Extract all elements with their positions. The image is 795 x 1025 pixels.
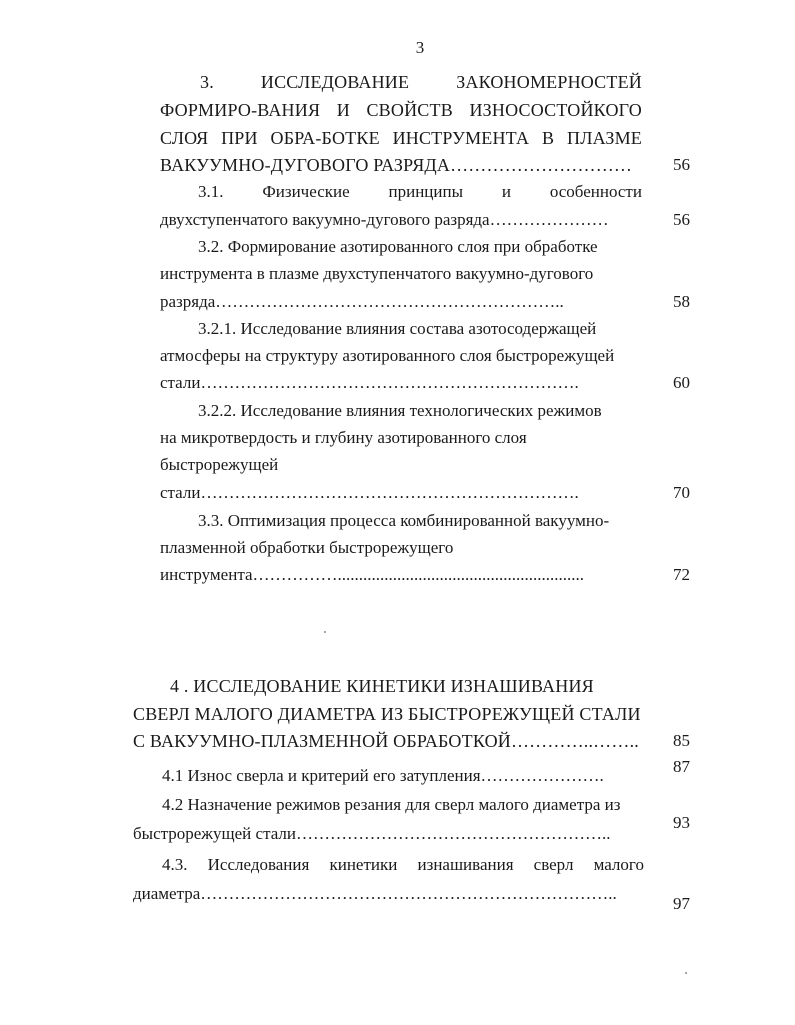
toc-3-2-2-page: 70 [673,483,690,502]
toc-3-2-1-line2: атмосферы на структуру азотированного слоя быстрорежущей [160,346,615,365]
toc-3-2-1-line1: 3.2.1. Исследование влияния состава азотосодержащей [198,319,597,338]
toc-3-1-line2: двухступенчатого вакуумно-дугового разряда………………… [160,210,609,229]
toc-3-1-w2: Физические [262,182,350,201]
toc-4-2-line2: быстрорежущей стали……………………………………………….. [133,824,611,843]
toc-3-2-2-line3: быстрорежущей [160,455,279,474]
toc-4-3-w5: сверл [533,855,574,874]
toc-4-3-w6: малого [593,855,644,874]
scan-speck [324,631,326,633]
toc-3-2-1-page: 60 [673,373,690,392]
toc-4-1-line1: 4.1 Износ сверла и критерий его затупления…………………. [162,766,604,785]
toc-3-line2: ФОРМИРО-ВАНИЯ И СВОЙСТВ ИЗНОСОСТОЙКОГО [160,100,642,120]
toc-3-2-line3: разряда…………………………………………………….. [160,292,564,311]
toc-3-1-w3: принципы [388,182,464,201]
toc-3-line3: СЛОЯ ПРИ ОБРА-БОТКЕ ИНСТРУМЕНТА В ПЛАЗМЕ [160,128,642,148]
toc-3-1-w5: особенности [549,182,642,201]
toc-3-2-line1: 3.2. Формирование азотированного слоя при обработке [198,237,598,256]
toc-3-2-2-line2: на микротвердость и глубину азотированного слоя [160,428,527,447]
toc-3-3-line2: плазменной обработки быстрорежущего [160,538,454,557]
toc-4-line2: СВЕРЛ МАЛОГО ДИАМЕТРА ИЗ БЫСТРОРЕЖУЩЕЙ СТАЛИ [133,704,641,724]
toc-3-3-page: 72 [673,565,690,584]
toc-3-line4: ВАКУУМНО-ДУГОВОГО РАЗРЯДА………………………… [160,155,633,175]
toc-3-1-line1 [198,180,642,204]
toc-3-1-page: 56 [673,210,690,229]
toc-4-3-line2: диаметра……………………………………………………………….. [133,884,617,903]
toc-4-3-w2: Исследования [207,855,310,874]
toc-3-line1 [200,70,642,94]
toc-3-2-2-line4: стали…………………………………………………………. [160,483,579,502]
toc-4-3-line1 [162,853,644,877]
toc-4-3-w1: 4.3. [162,855,188,874]
toc-3-number: 3. [200,72,214,92]
page-number: 3 [415,38,425,57]
toc-3-2-2-line1: 3.2.2. Исследование влияния технологических режимов [198,401,602,420]
toc-3-3-line1: 3.3. Оптимизация процесса комбинированной вакуумно- [198,511,610,530]
toc-4-line1: 4 . ИССЛЕДОВАНИЕ КИНЕТИКИ ИЗНАШИВАНИЯ [170,676,594,696]
toc-3-2-page: 58 [673,292,690,311]
toc-4-page: 85 [673,731,690,750]
toc-3-2-line2: инструмента в плазме двухступенчатого вакуумно-дугового [160,264,594,283]
toc-3-page: 56 [673,155,690,174]
toc-3-1-w1: 3.1. [198,182,224,201]
toc-4-2-line1: 4.2 Назначение режимов резания для сверл малого диаметра из [162,795,621,814]
toc-4-2-page: 93 [673,813,690,832]
scan-speck [685,972,687,974]
toc-4-3-page: 97 [673,894,690,913]
toc-4-3-w3: кинетики [329,855,398,874]
toc-3-word1: ИССЛЕДОВАНИЕ [260,72,410,92]
toc-3-1-w4: и [501,182,511,201]
toc-3-3-line3: инструмента…………….......................................................... [160,565,585,584]
toc-3-2-1-line3: стали…………………………………………………………. [160,373,579,392]
toc-4-1-page: 87 [673,757,690,776]
toc-4-3-w4: изнашивания [417,855,514,874]
toc-3-word2: ЗАКОНОМЕРНОСТЕЙ [456,72,642,92]
toc-4-line3: С ВАКУУМНО-ПЛАЗМЕННОЙ ОБРАБОТКОЙ…………..…….. [133,731,639,751]
